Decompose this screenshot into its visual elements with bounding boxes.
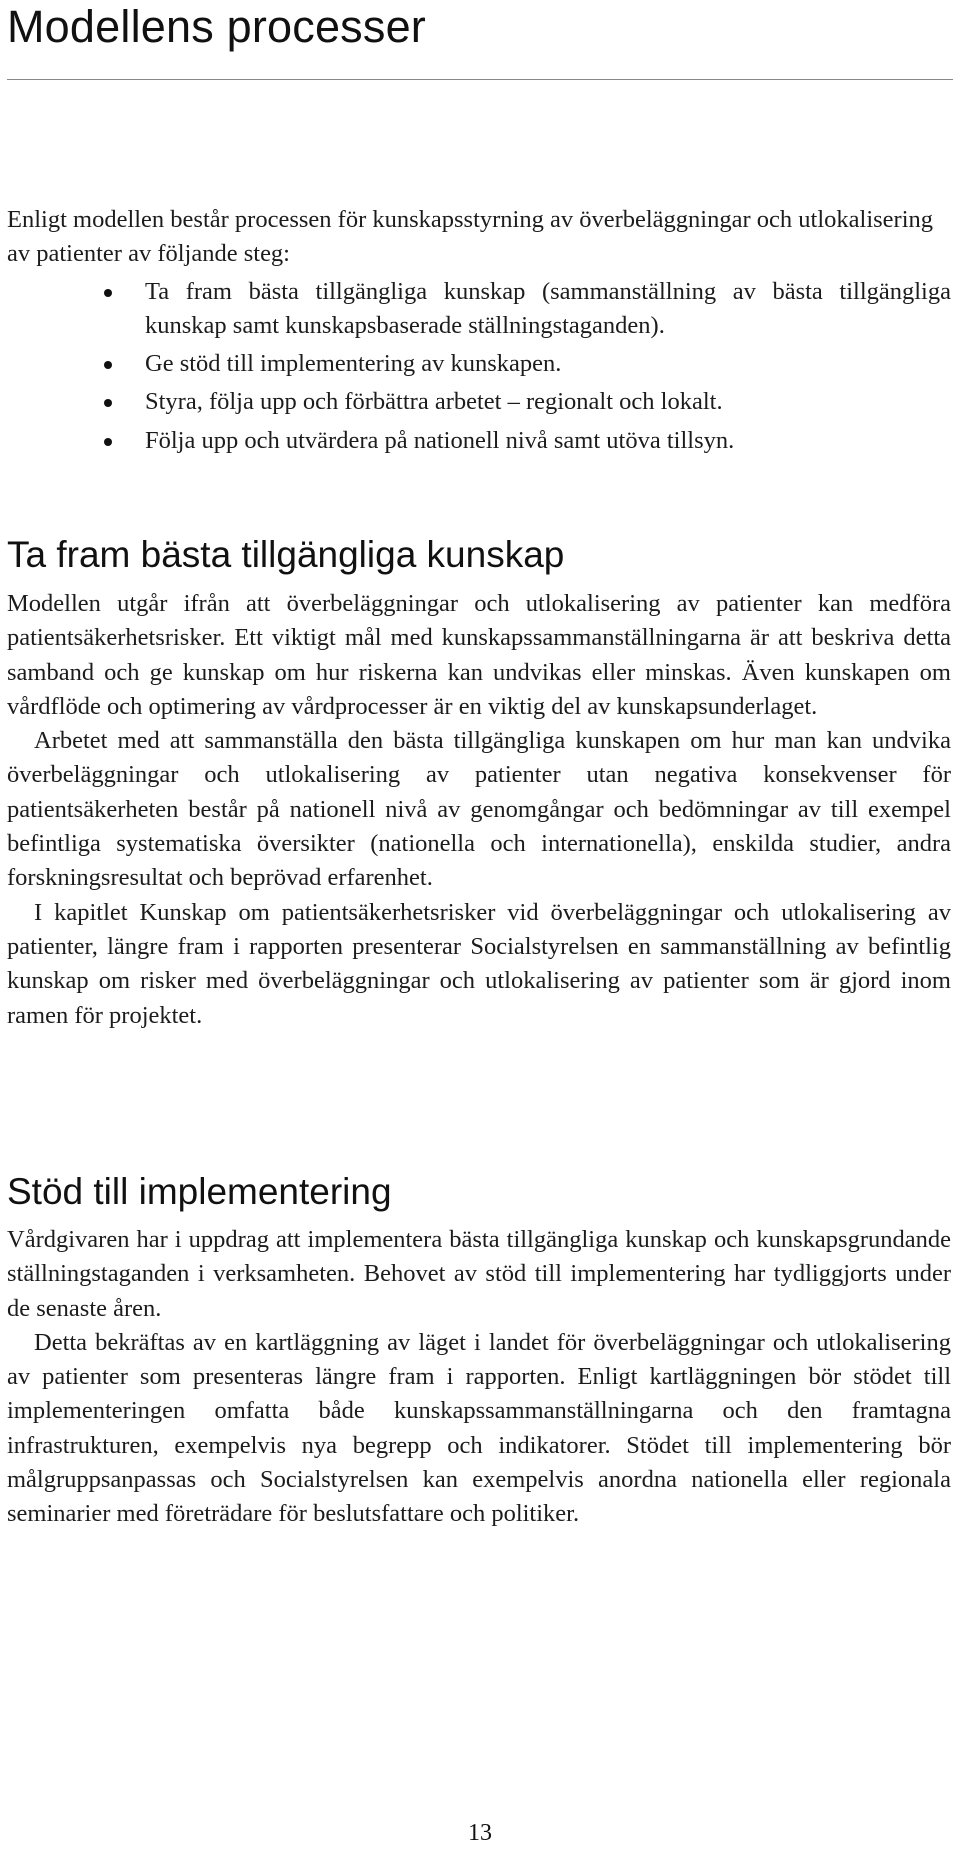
list-item [7,275,951,344]
page-title: Modellens processer [7,1,426,52]
body-paragraph: Modellen utgår ifrån att överbeläggningar och utlokalisering av patienter kan medföra patientsäkerhetsrisker. Ett viktigt mål med kunskapssammanställningarna är att beskriva detta samband och ge kunskap om hur riskerna kan undvikas eller minskas. Även kunskapen om vårdflöde och optimering av vårdprocesser är en viktig del av kunskapsunderlaget. [7,590,951,720]
list-item [7,385,951,419]
list-item [7,347,951,381]
body-paragraph: Detta bekräftas av en kartläggning av läget i landet för överbeläggningar och utlokalisering av patienter som presenteras längre fram i rapporten. Enligt kartläggningen bör stödet till implementeringen omfatta både kunskapssammanställningarna och den framtagna infrastrukturen, exempelvis nya begrepp och indikatorer. Stödet till implementering bör målgruppsanpassas och Socialstyrelsen kan exempelvis anordna nationella eller regionala seminarier med företrädare för beslutsfattare och politiker. [7,1328,951,1528]
section-body-stod-till-implementering [7,1223,951,1532]
list-item-text: Ge stöd till implementering av kunskapen. [145,350,562,378]
body-paragraph: Arbetet med att sammanställa den bästa tillgängliga kunskapen om hur man kan undvika överbeläggningar och utlokalisering av patienter utan negativa konsekvenser för patientsäkerheten består på nationell nivå av genomgångar och bedömningar av till exempel befintliga systematiska översikter (nationella och internationella), enskilda studier, andra forskningsresultat och beprövad erfarenhet. [7,727,951,892]
body-paragraph: Vårdgivaren har i uppdrag att implementera bästa tillgängliga kunskap och kunskapsgrundande ställningstaganden i verksamheten. Behovet av stöd till implementering har tydliggjorts under de senaste åren. [7,1226,951,1322]
title-divider [7,79,953,80]
process-steps-list [7,275,951,458]
list-item [7,424,951,458]
bullet-icon [104,289,112,297]
section-body-ta-fram-kunskap [7,587,951,1033]
page-number: 13 [468,1820,492,1846]
bullet-icon [104,361,112,369]
intro-section [7,203,951,462]
list-item-text: Ta fram bästa tillgängliga kunskap (sammanställning av bästa tillgängliga kunskap samt kunskapsbaserade ställningstaganden). [145,277,951,339]
list-item-text: Styra, följa upp och förbättra arbetet – regionalt och lokalt. [145,388,723,416]
bullet-icon [104,399,112,407]
list-item-text: Följa upp och utvärdera på nationell nivå samt utöva tillsyn. [145,426,735,454]
bullet-icon [104,438,112,446]
section-heading-ta-fram-kunskap: Ta fram bästa tillgängliga kunskap [7,534,565,575]
body-paragraph: I kapitlet Kunskap om patientsäkerhetsrisker vid överbeläggningar och utlokalisering av patienter, längre fram i rapporten presenterar Socialstyrelsen en sammanställning av befintlig kunskap om risker med överbeläggningar och utlokalisering av patienter som är gjord inom ramen för projektet. [7,898,951,1029]
intro-paragraph: Enligt modellen består processen för kunskapsstyrning av överbeläggningar och utlokalisering av patienter av följande steg: [7,206,933,268]
section-heading-stod-till-implementering: Stöd till implementering [7,1171,392,1212]
